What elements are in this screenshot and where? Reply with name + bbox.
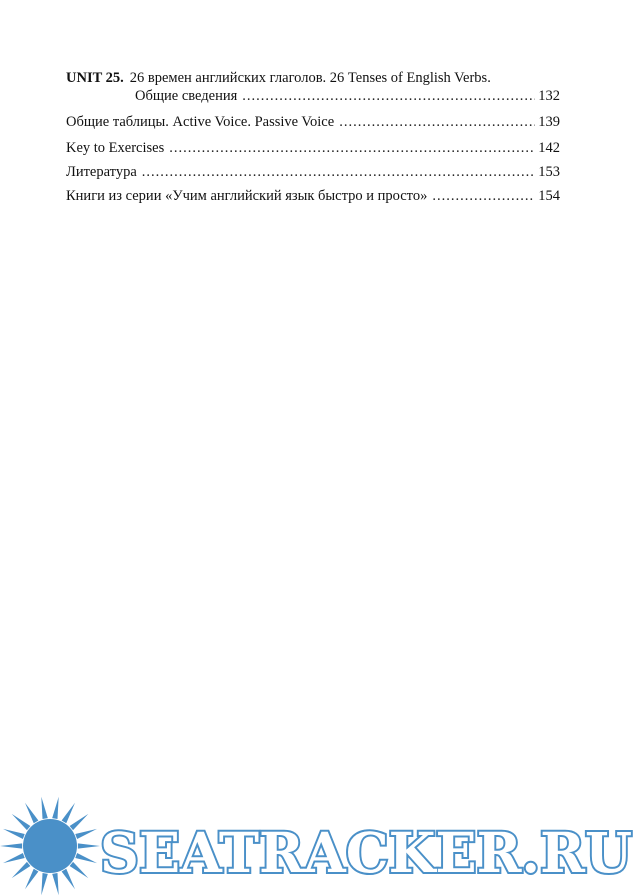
entry-title: Литература xyxy=(66,164,137,180)
leader-dots xyxy=(142,164,535,181)
toc-entry-book-series[interactable] xyxy=(66,188,560,205)
sun-ray xyxy=(70,814,89,830)
sun-ray xyxy=(70,862,89,878)
sun-ray xyxy=(3,829,25,839)
leader-dots xyxy=(339,114,535,131)
toc-entry-literature[interactable] xyxy=(66,164,560,181)
sun-ray xyxy=(62,869,75,890)
sun-ray xyxy=(75,829,97,839)
seatracker-watermark xyxy=(0,790,640,896)
watermark-text: SEATRACKER.RU xyxy=(100,820,632,885)
sun-ray xyxy=(0,843,22,848)
page-number: 154 xyxy=(538,188,560,204)
toc-entry-tables[interactable] xyxy=(66,114,560,131)
table-of-contents xyxy=(66,70,560,205)
leader-dots xyxy=(169,140,535,157)
toc-entry-unit-25[interactable] xyxy=(66,88,560,105)
sun-ray xyxy=(75,853,97,863)
entry-title: Key to Exercises xyxy=(66,140,165,156)
page-number: 153 xyxy=(538,164,560,180)
sun-ray xyxy=(41,797,47,819)
toc-entry-key-to-exercises[interactable] xyxy=(66,140,560,157)
sun-ray xyxy=(25,869,38,890)
sun-burst-icon xyxy=(0,797,100,895)
sun-ray xyxy=(52,873,58,895)
sun-ray xyxy=(78,843,100,848)
entry-title: Общие таблицы. Active Voice. Passive Voice xyxy=(66,114,335,130)
leader-dots xyxy=(242,88,535,105)
sun-ray xyxy=(3,853,25,863)
leader-dots xyxy=(432,188,535,205)
page-number: 132 xyxy=(538,88,560,104)
toc-unit-25-heading xyxy=(66,70,560,87)
unit-label: UNIT 25. xyxy=(66,70,124,86)
unit-title-line-1: 26 времен английских глаголов. 26 Tenses of English Verbs. xyxy=(129,70,491,86)
sun-ray xyxy=(25,803,38,824)
page-number: 139 xyxy=(538,114,560,130)
sun-ray xyxy=(41,873,47,895)
entry-title: Книги из серии «Учим английский язык быстро и просто» xyxy=(66,188,428,204)
sun-ray xyxy=(62,803,75,824)
sun-ray xyxy=(52,797,58,819)
unit-title-line-2: Общие сведения xyxy=(135,88,238,104)
sun-ray xyxy=(12,862,31,878)
sun-ray xyxy=(12,814,31,830)
page-number: 142 xyxy=(538,140,560,156)
